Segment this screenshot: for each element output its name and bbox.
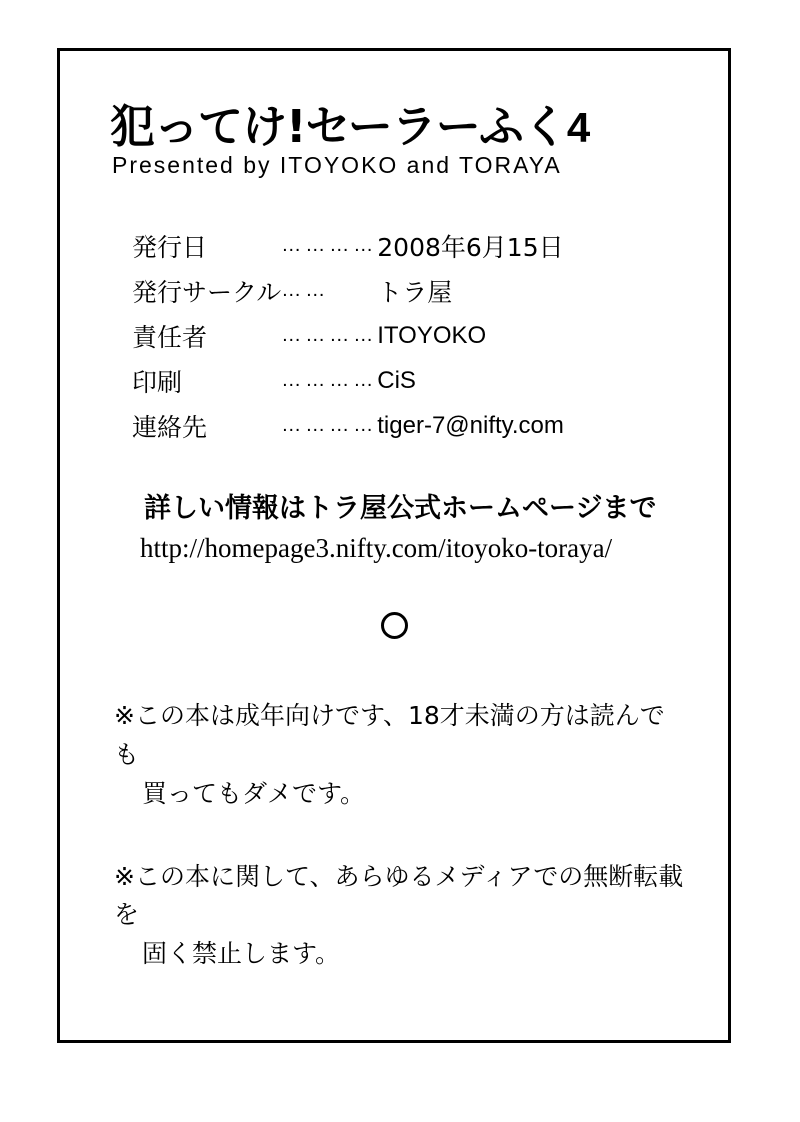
credit-label: 連絡先: [132, 412, 208, 442]
credit-dots: …………: [281, 234, 378, 257]
note-line-1: ※この本に関して、あらゆるメディアでの無断転載を: [114, 861, 684, 930]
title-text: 犯ってけ!セーラーふく: [110, 100, 567, 153]
presented-by: Presented by ITOYOKO and TORAYA: [112, 152, 562, 179]
table-row: [132, 358, 564, 403]
credit-dots: ……: [281, 279, 330, 302]
table-row: [132, 403, 564, 448]
credit-dots: …………: [281, 324, 378, 347]
note-line-2: 買ってもダメです。: [142, 778, 366, 808]
credit-value: トラ屋: [377, 277, 453, 307]
credit-label: 発行サークル: [132, 277, 282, 307]
credit-label: 責任者: [132, 322, 208, 352]
credit-label: 発行日: [132, 232, 208, 262]
credit-value: ITOYOKO: [377, 321, 487, 349]
credit-value: tiger-7@nifty.com: [377, 411, 564, 439]
credit-dots: …………: [281, 414, 378, 437]
colophon-frame: [57, 48, 731, 1043]
credit-value: CiS: [377, 366, 416, 394]
page-title: [110, 100, 684, 153]
title-volume-number: 4: [566, 104, 590, 151]
homepage-url[interactable]: http://homepage3.nifty.com/itoyoko-toraya/: [140, 533, 613, 564]
note-line-2: 固く禁止します。: [142, 939, 341, 968]
table-row: [132, 268, 564, 313]
table-row: [132, 313, 564, 358]
credit-dots: …………: [281, 369, 378, 392]
notes-section: [104, 697, 684, 974]
note-age-restriction: [114, 697, 684, 813]
note-line-1: ※この本は成年向けです、18才未満の方は読んでも: [114, 701, 665, 769]
note-reproduction-ban: [114, 858, 684, 974]
credits-table: [132, 223, 564, 448]
circle-icon: [381, 612, 408, 639]
table-row: [132, 223, 564, 268]
section-divider: [104, 612, 684, 639]
credit-label: 印刷: [132, 367, 183, 397]
colophon-content: [60, 51, 728, 1040]
homepage-notice: 詳しい情報はトラ屋公式ホームページまで: [144, 493, 657, 525]
credit-value: 2008年6月15日: [377, 232, 564, 262]
